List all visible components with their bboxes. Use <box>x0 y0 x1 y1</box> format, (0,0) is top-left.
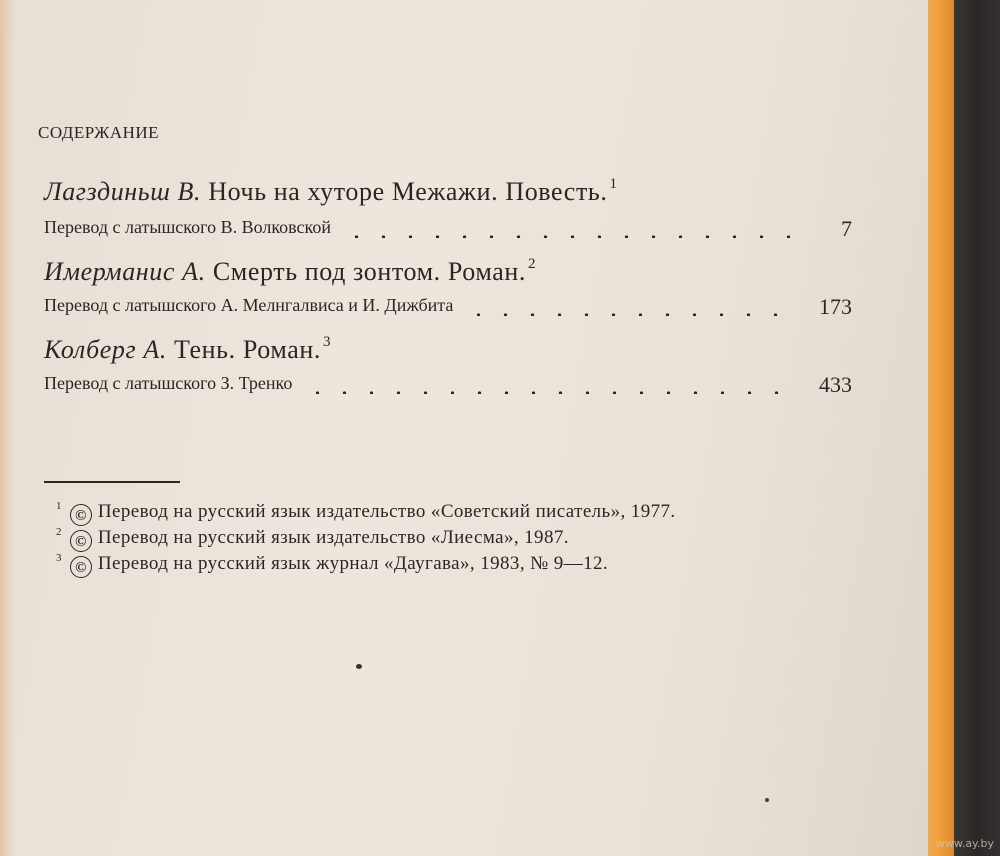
dot-leader <box>461 302 794 316</box>
dot-leader <box>300 380 794 394</box>
footnote-number: 2 <box>56 526 62 538</box>
footnote <box>56 552 608 578</box>
entry-work-title: Смерть под зонтом. Роман. <box>205 257 526 286</box>
entry-work-title: Тень. Роман. <box>166 335 321 364</box>
footnote <box>56 500 676 526</box>
entry-author: Лагздиньш В. <box>44 177 202 206</box>
entry-translator: Перевод с латышского А. Мелнгалвиса и И. Дижбита <box>44 295 454 315</box>
entry-page-number: 433 <box>819 372 852 397</box>
footnote-ref: 2 <box>528 256 537 272</box>
entry-translator: Перевод с латышского В. Волковской <box>44 217 331 237</box>
toc-entry-title <box>44 176 618 207</box>
toc-entry-translation-row <box>44 212 852 241</box>
footnote-ref: 1 <box>609 176 618 192</box>
entry-author: Колберг А. <box>44 335 167 364</box>
toc-entry-translation-row <box>44 290 852 319</box>
toc-entry-translation-row <box>44 368 852 397</box>
entry-translator: Перевод с латышского З. Тренко <box>44 373 293 393</box>
footnote <box>56 526 569 552</box>
watermark: www.ay.by <box>935 837 994 850</box>
ink-speck <box>356 664 362 669</box>
entry-page-number: 7 <box>841 216 852 241</box>
ink-speck <box>765 798 769 802</box>
footnote-number: 1 <box>56 500 62 512</box>
toc-entry-title <box>44 256 536 287</box>
entry-author: Имерманис А. <box>44 257 206 286</box>
dot-leader <box>339 224 794 238</box>
copyright-icon: © <box>70 530 92 552</box>
page-title: содержание <box>38 118 160 144</box>
footnote-ref: 3 <box>323 334 332 350</box>
book-spine <box>954 0 1000 856</box>
copyright-icon: © <box>70 504 92 526</box>
copyright-icon: © <box>70 556 92 578</box>
footnote-number: 3 <box>56 552 62 564</box>
footnote-text: Перевод на русский язык издательство «Советский писатель», 1977. <box>97 501 676 522</box>
footnote-text: Перевод на русский язык издательство «Лиесма», 1987. <box>97 527 569 548</box>
footnote-text: Перевод на русский язык журнал «Даугава», 1983, № 9—12. <box>97 553 609 574</box>
entry-work-title: Ночь на хуторе Межажи. Повесть. <box>201 177 608 206</box>
entry-page-number: 173 <box>819 294 852 319</box>
toc-entry-title <box>44 334 331 365</box>
footnote-divider <box>44 481 180 483</box>
cover-edge <box>928 0 954 856</box>
